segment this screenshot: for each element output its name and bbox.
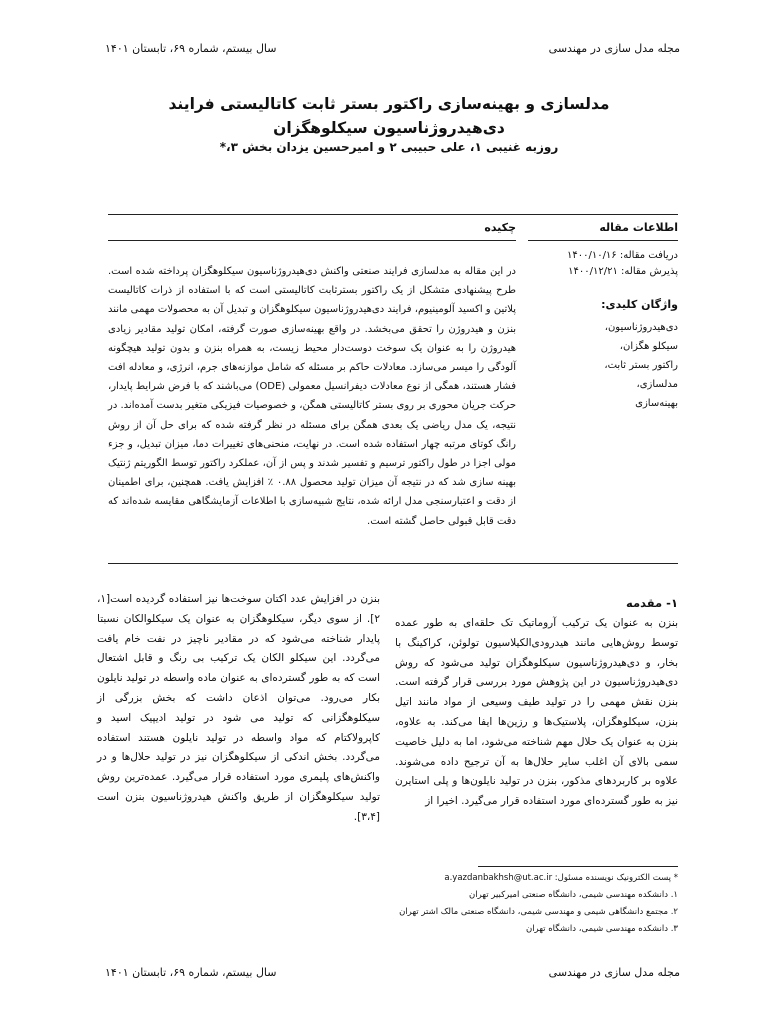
footnote-affiliation: ۱. دانشکده مهندسی شیمی، دانشگاه صنعتی امیرکبیر تهران: [468, 890, 678, 900]
abstract-divider: [108, 240, 516, 241]
author-list: روزبه غنیبی ۱، علی حبیبی ۲ و امیرحسین یزدان بخش ۳،*: [219, 140, 559, 154]
section-heading-intro: ۱- مقدمه: [626, 596, 678, 610]
keyword: بهینه‌سازی: [635, 398, 678, 409]
journal-name: مجله مدل سازی در مهندسی: [548, 42, 680, 55]
info-divider: [528, 240, 678, 241]
paper-title: مدلسازی و بهینه‌سازی راکتور بستر ثابت کاتالیستی فرایند دی‌هیدروژناسیون سیکلوهگزان: [168, 95, 610, 137]
abstract-heading: چکیده: [484, 221, 516, 234]
keyword: راکتور بستر ثابت،: [604, 360, 678, 371]
footer-journal-name: مجله مدل سازی در مهندسی: [548, 966, 680, 979]
article-dates: [528, 248, 678, 280]
keyword: مدلسازی،: [636, 379, 678, 390]
keyword: سیکلو هگزان،: [619, 341, 678, 352]
running-header: [105, 42, 680, 60]
footnote-affiliation: ۲. مجتمع دانشگاهی شیمی و مهندسی شیمی، دانشگاه صنعتی مالک اشتر تهران: [399, 907, 678, 917]
footnotes: [395, 870, 678, 938]
intro-paragraph-left: بنزن در افزایش عدد اکتان سوخت‌ها نیز استفاده گردیده است[۱، ۲]. از سوی دیگر، سیکلوهگزان به عنوان یک سیکلوالکان نسبتا پایدار شناخته می‌شود که در مقادیر ناچیز در نفت خام یافت می‌گردد. این سیکلو الکان یک ترکیب بی رنگ و قابل اشتعال است که به طور گسترده‌ای به عنوان ماده واسطه در تولید نایلون بکار می‌رود. می‌توان اذعان داشت که بخش بزرگی از سیکلوهگزانی که تولید می شود در تولید ادیپیک اسید و کاپرولاکتام که مواد واسطه در تولید نایلون هستند استفاده می‌گردد. بخش اندکی از سیکلوهگزان نیز در تولید حلال‌ها و در واکنش‌های پلیمری مورد استفاده قرار می‌گیرد. عمده‌ترین روش تولید سیکلوهگزان از طریق واکنش هیدروژناسیون بنزن است [۳،۴].: [97, 593, 380, 823]
accepted-date: پذیرش مقاله: ۱۴۰۰/۱۲/۲۱: [568, 266, 678, 277]
footnote-corresponding-email: * پست الکترونیک نویسنده مسئول: a.yazdanbakhsh@ut.ac.ir: [444, 873, 678, 883]
received-date: دریافت مقاله: ۱۴۰۰/۱۰/۱۶: [566, 250, 678, 261]
keywords-list: [528, 318, 678, 413]
footer-issue-info: سال بیستم، شماره ۶۹، تابستان ۱۴۰۱: [105, 966, 277, 979]
article-info-heading: اطلاعات مقاله: [599, 221, 678, 234]
intro-paragraph-right: بنزن به عنوان یک ترکیب آروماتیک تک حلقه‌ای به طور عمده توسط روش‌هایی مانند هیدرودی‌الکیلاسیون تولوئن، کراکینگ با بخار، و دی‌هیدروژناسیون سیکلوهگزان تولید می‌شود که روش دی‌هیدروژناسیون در این پژوهش مورد بررسی قرار گرفته است. بنزن نقش مهمی را در تولید طیف وسیعی از مواد مانند اتیل بنزن، سیکلوهگزان، پلاستیک‌ها و رزین‌ها ایفا می‌کند. به علاوه، بنزن به عنوان یک حلال مهم شناخته می‌شود، اما به دلیل خاصیت سمی بالای آن اغلب سایر حلال‌ها به آن ترجیح داده می‌شوند. علاوه بر کاربردهای مذکور، بنزن در تولید نایلون‌ها و پلی استایرن نیز به طور گسترده‌ای مورد استفاده قرار می‌گیرد. اخیرا از: [395, 617, 678, 808]
top-divider: [108, 214, 678, 215]
keywords-heading: واژگان کلیدی:: [601, 298, 678, 311]
footnote-divider: [478, 866, 678, 867]
issue-info: سال بیستم، شماره ۶۹، تابستان ۱۴۰۱: [105, 42, 277, 55]
running-footer: [105, 966, 680, 984]
keyword: دی‌هیدروژناسیون،: [604, 322, 678, 333]
abstract-text: در این مقاله به مدلسازی فرایند صنعتی واکنش دی‌هیدروژناسیون سیکلوهگزان پرداخته شده است. طرح پیشنهادی متشکل از یک راکتور بسترثابت کاتالیستی است که با استفاده از ذرات کاتالیست پلاتین و اکسید آلومینیوم، فرایند دی‌هیدروژناسیون سیکلوهگزان و تبدیل آن به محصولات مهمی مانند بنزن و هیدروژن را تحقق می‌بخشد. در واقع بهینه‌سازی صورت گرفته، امکان تولید مقادیر زیادی هیدروژن را به عنوان یک سوخت دوست‌دار محیط زیست، به همراه بنزن و بدون تولید هیچگونه آلودگی را میسر می‌سازد. معادلات حاکم بر مسئله که شامل موازنه‌های جرم، انرژی، و معادله افت فشار هستند، همگی از نوع معادلات دیفرانسیل معمولی (ODE) می‌باشند که با فرض شرایط پایدار، حرکت جریان محوری بر روی بستر کاتالیستی همگن، و خصوصیات فیزیکی متغیر بدست آمده‌اند. در نتیجه، یک مدل ریاضی یک بعدی همگن برای مسئله در نظر گرفته شده که برای حل آن از روش رانگ کوتای مرتبه چهار استفاده شده است. در نهایت، منحنی‌های تغییرات دما، میزان تبدیل، و جزء مولی اجزا در طول راکتور ترسیم و تفسیر شدند و پس از آن، عملکرد راکتور توسط الگوریتم ژنتیک بهینه سازی شد که در نتیجه آن میزان تولید محصول ۰.۸۸ ٪ افزایش یافت. همچنین، برای اطمینان از دقت و اعتبارسنجی مدل ارائه شده، نتایج شبیه‌سازی با اطلاعات آزمایشگاهی مقایسه شده‌اند که دقت قابل قبولی حاصل گشته است.: [108, 266, 516, 527]
abstract-bottom-divider: [108, 563, 678, 564]
footnote-affiliation: ۳. دانشکده مهندسی شیمی، دانشگاه تهران: [525, 924, 678, 934]
